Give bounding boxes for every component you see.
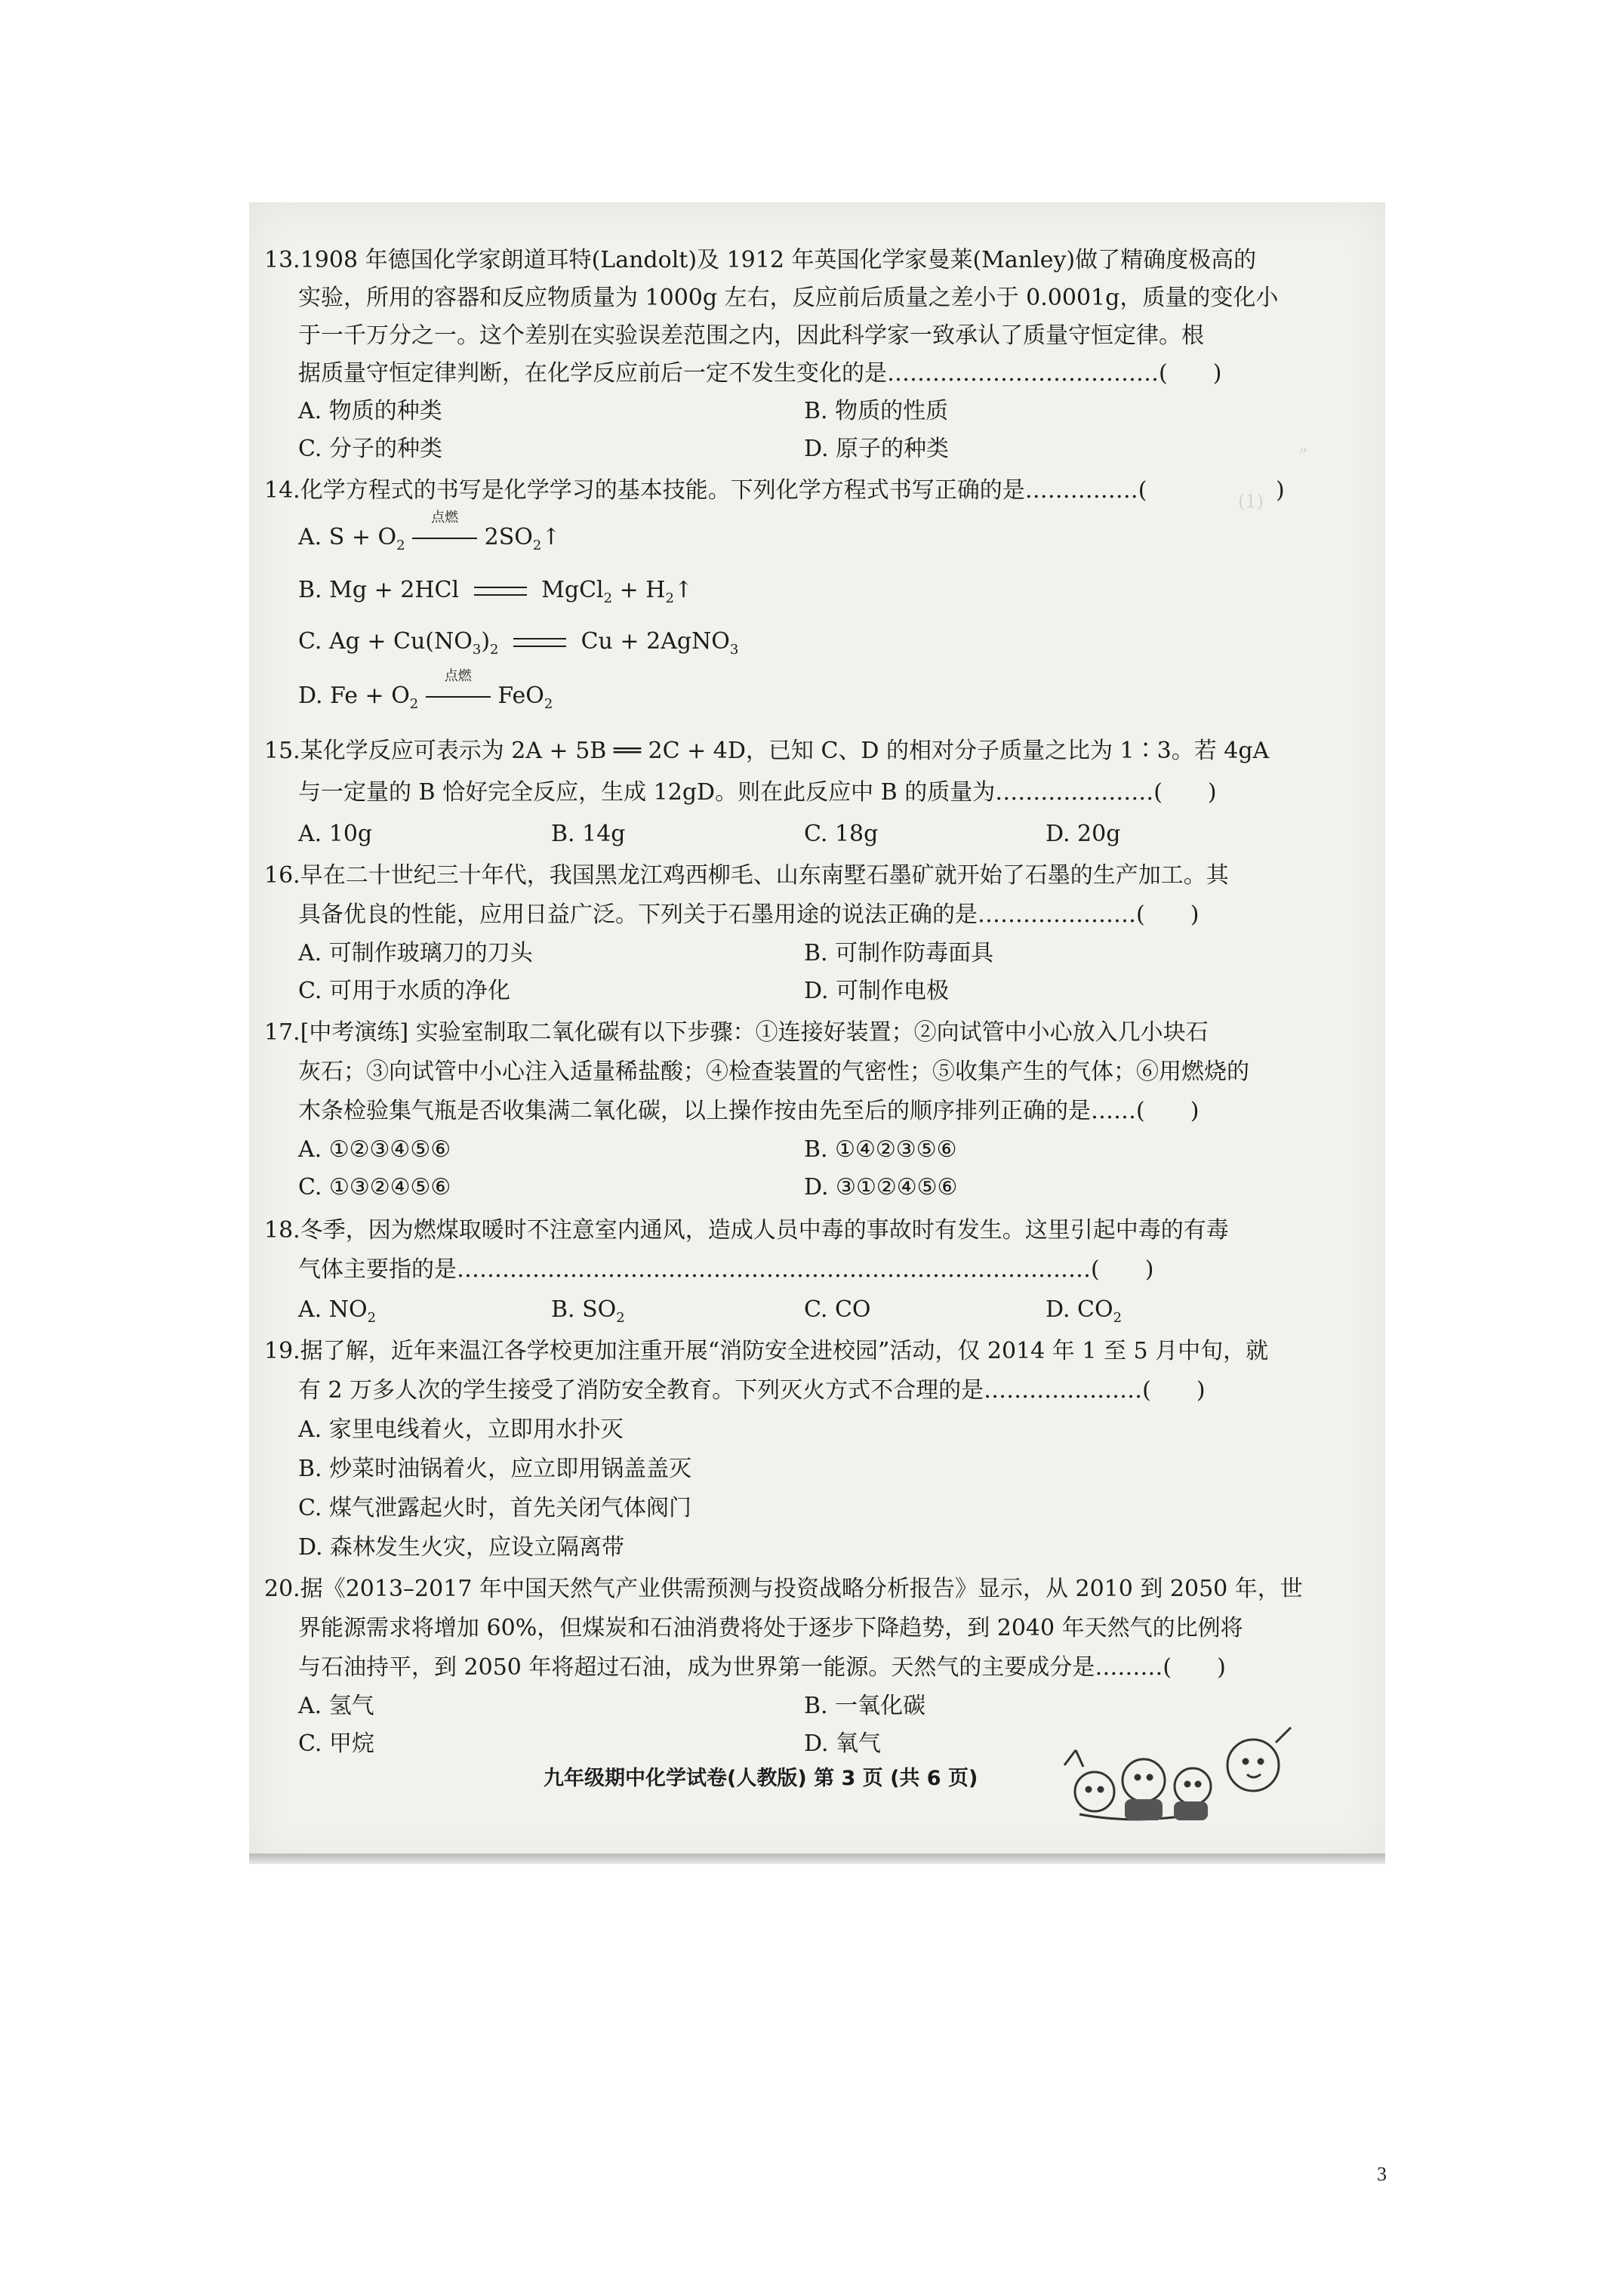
q16-option-d: D. 可制作电极 [804, 978, 950, 1004]
q18-option-d: D. $CO_2$ [1046, 1296, 1123, 1326]
q20-line3: 与石油持平，到 2050 年将超过石油，成为世界第一能源。天然气的主要成分是………( ) [298, 1654, 1226, 1681]
q14-close-paren: ) [1276, 477, 1285, 504]
q20-option-a: A. 氢气 [298, 1693, 374, 1719]
q15-option-a: A. 10g [298, 821, 373, 847]
q14-option-d: D. $Fe + O_2$ 点燃 FeO$_2$ [298, 668, 553, 712]
page-number: 3 [1377, 2163, 1387, 2185]
q17-option-c: C. ①③②④⑤⑥ [298, 1174, 451, 1200]
q19-option-d: D. 森林发生火灾，应设立隔离带 [298, 1534, 625, 1561]
q15-line1: 15.某化学反应可表示为 2A + 5B ══ 2C + 4D，已知 C、D 的相对分子质量之比为 1∶3。若 4gA [264, 738, 1270, 764]
q18-line1: 18.冬季，因为燃煤取暖时不注意室内通风，造成人员中毒的事故时有发生。这里引起中毒的有毒 [264, 1217, 1229, 1244]
q20-line2: 界能源需求将增加 60%，但煤炭和石油消费将处于逐步下降趋势，到 2040 年天然气的比例将 [298, 1615, 1243, 1641]
q20-line1: 20.据《2013–2017 年中国天然气产业供需预测与投资战略分析报告》显示，从 2010 到 2050 年，世 [264, 1576, 1303, 1602]
equals-sign [513, 638, 566, 647]
q14-line1: 14.化学方程式的书写是化学学习的基本技能。下列化学方程式书写正确的是……………( [264, 477, 1147, 504]
reaction-condition-arrow: 点燃 [426, 680, 491, 698]
q15-option-d: D. 20g [1046, 821, 1121, 847]
q15-option-b: B. 14g [551, 821, 626, 847]
q19-line1: 19.据了解，近年来温江各学校更加注重开展“消防安全进校园”活动，仅 2014 年 1 至 5 月中旬，就 [264, 1338, 1269, 1364]
q15-line2: 与一定量的 B 恰好完全反应，生成 12gD。则在此反应中 B 的质量为…………………( ) [298, 779, 1217, 806]
page-footer: 九年级期中化学试卷(人教版) 第 3 页 (共 6 页) [544, 1767, 978, 1790]
q13-option-d: D. 原子的种类 [804, 436, 950, 462]
q19-option-b: B. 炒菜时油锅着火，应立即用锅盖盖灭 [298, 1456, 692, 1482]
q13-option-c: C. 分子的种类 [298, 436, 442, 462]
q19-option-c: C. 煤气泄露起火时，首先关闭气体阀门 [298, 1495, 691, 1521]
q14-option-c: C. $Ag + Cu(NO_3)_2$ Cu + 2AgNO$_3$ [298, 628, 739, 658]
q16-option-b: B. 可制作防毒面具 [804, 940, 994, 966]
q18-line2: 气体主要指的是…………………………………………………………………………( ) [298, 1256, 1154, 1283]
reaction-condition-arrow: 点燃 [412, 521, 477, 539]
q13-option-a: A. 物质的种类 [298, 398, 442, 424]
q17-option-b: B. ①④②③⑤⑥ [804, 1136, 957, 1163]
q13-line1: 13.1908 年德国化学家朗道耳特(Landolt)及 1912 年英国化学家曼莱(Manley)做了精确度极高的 [264, 247, 1257, 273]
q20-option-b: B. 一氧化碳 [804, 1693, 926, 1719]
q15-option-c: C. 18g [804, 821, 879, 847]
q13-line3: 于一千万分之一。这个差别在实验误差范围之内，因此科学家一致承认了质量守恒定律。根 [298, 322, 1204, 349]
q16-option-a: A. 可制作玻璃刀的刀头 [298, 940, 533, 966]
q17-option-d: D. ③①②④⑤⑥ [804, 1174, 958, 1200]
q18-option-b: B. $SO_2$ [551, 1296, 625, 1326]
q17-option-a: A. ①②③④⑤⑥ [298, 1136, 451, 1163]
q16-option-c: C. 可用于水质的净化 [298, 978, 510, 1004]
q13-option-b: B. 物质的性质 [804, 398, 949, 424]
q14-option-b: B. Mg + 2HCl MgCl$_2$ + $H_2↑$ [298, 577, 694, 606]
q13-line4: 据质量守恒定律判断，在化学反应前后一定不发生变化的是………………………………( ) [298, 360, 1222, 387]
cartoon-children-illustration [1049, 1720, 1298, 1833]
bleed-through-mark: ” [1298, 445, 1308, 467]
q19-line2: 有 2 万多人次的学生接受了消防安全教育。下列灭火方式不合理的是…………………( ) [298, 1377, 1206, 1404]
bleed-through-mark: (1) [1238, 491, 1264, 512]
q14-option-a: A. $S + O_2$ 点燃 $2SO_2↑$ [298, 510, 561, 553]
q18-option-a: A. $NO_2$ [298, 1296, 377, 1326]
equals-sign [474, 587, 527, 596]
q17-line3: 木条检验集气瓶是否收集满二氧化碳，以上操作按由先至后的顺序排列正确的是……( ) [298, 1098, 1200, 1124]
q16-line2: 具备优良的性能，应用日益广泛。下列关于石墨用途的说法正确的是…………………( ) [298, 901, 1200, 928]
q16-line1: 16.早在二十世纪三十年代，我国黑龙江鸡西柳毛、山东南墅石墨矿就开始了石墨的生产加工。其 [264, 862, 1229, 889]
q17-line2: 灰石；③向试管中小心注入适量稀盐酸；④检查装置的气密性；⑤收集产生的气体；⑥用燃烧的 [298, 1059, 1249, 1085]
q19-option-a: A. 家里电线着火，立即用水扑灭 [298, 1416, 624, 1443]
q20-option-c: C. 甲烷 [298, 1730, 374, 1757]
q20-option-d: D. 氧气 [804, 1730, 882, 1757]
q13-line2: 实验，所用的容器和反应物质量为 1000g 左右，反应前后质量之差小于 0.0001g，质量的变化小 [298, 285, 1279, 311]
q18-option-c: C. CO [804, 1296, 871, 1323]
q17-line1: 17.[中考演练] 实验室制取二氧化碳有以下步骤：①连接好装置；②向试管中小心放入几小块石 [264, 1019, 1209, 1046]
